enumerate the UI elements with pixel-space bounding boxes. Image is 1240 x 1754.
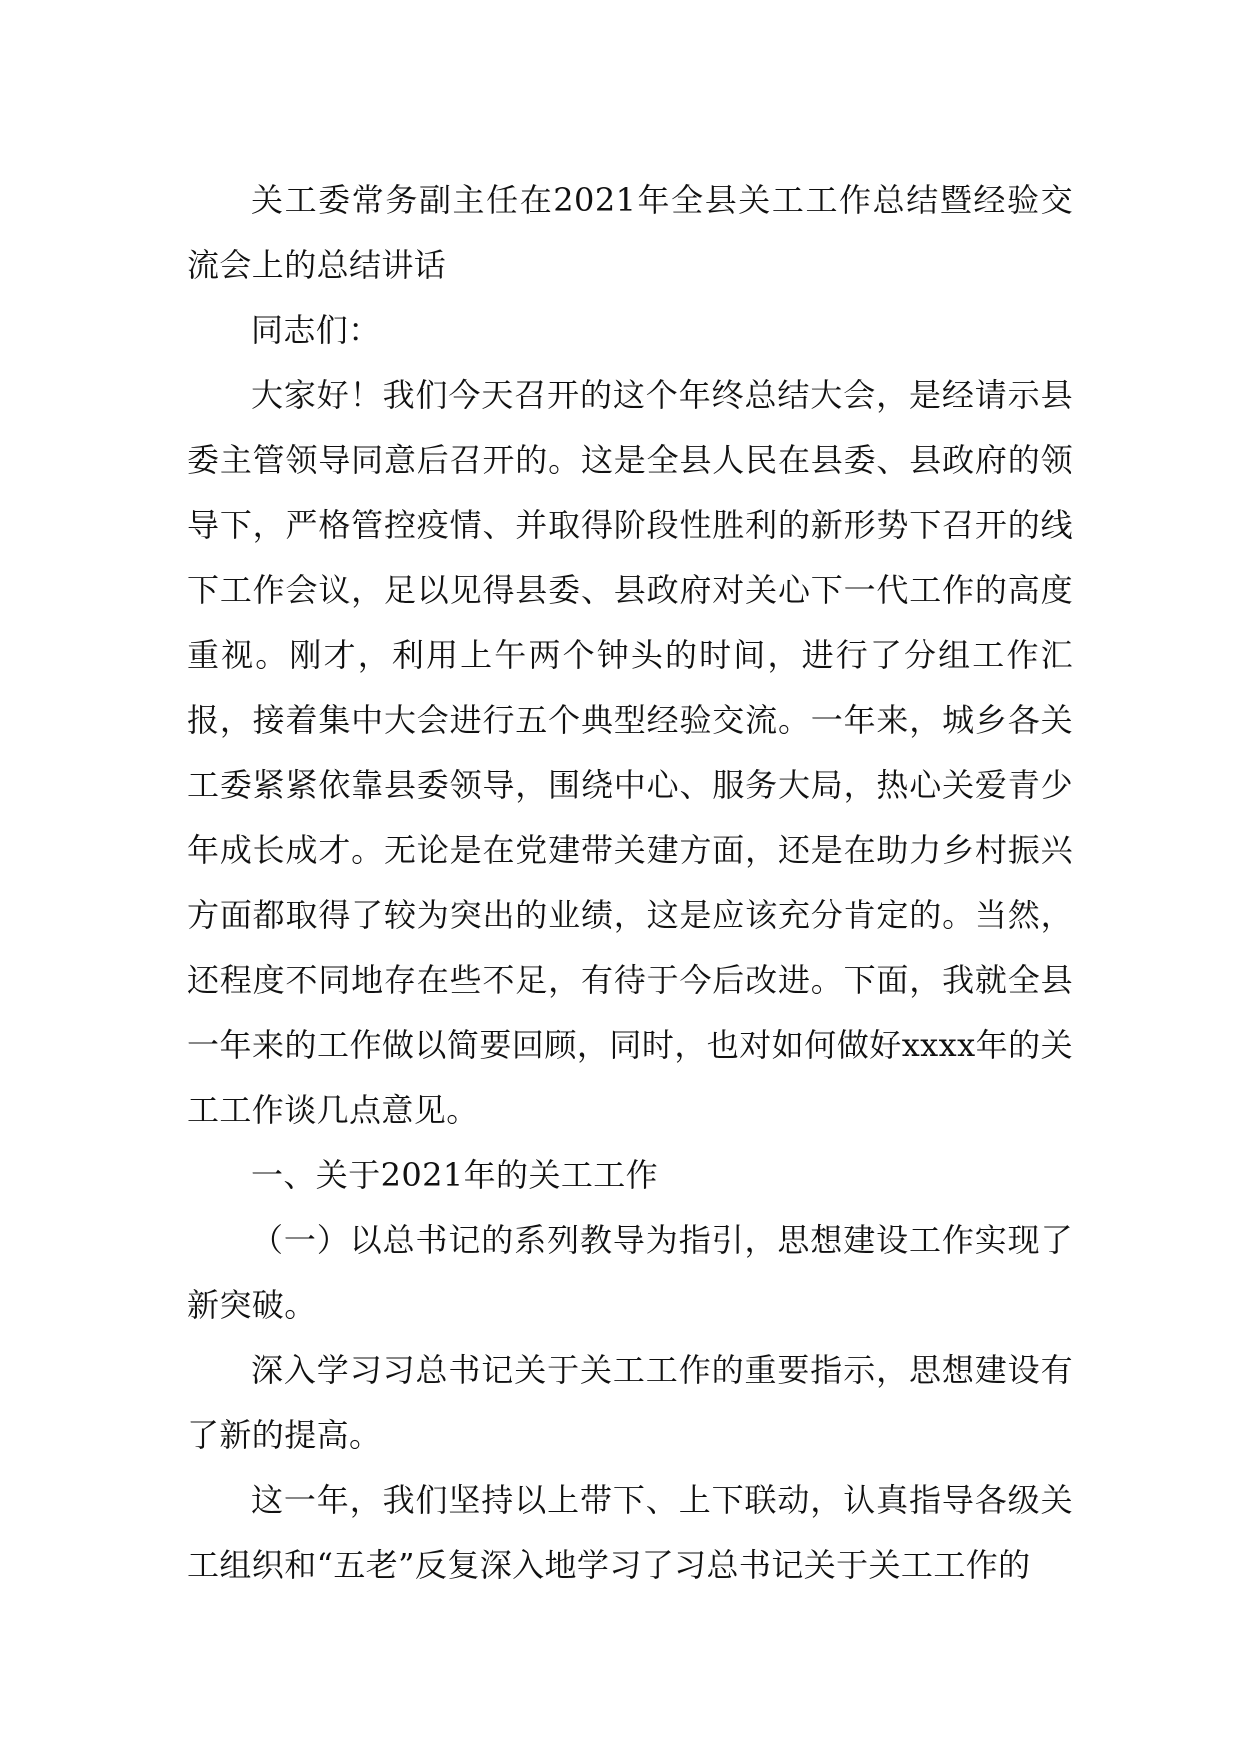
body-paragraph: 这一年，我们坚持以上带下、上下联动，认真指导各级关工组织和“五老”反复深入地学习了习总书记关于关工工作的: [187, 1481, 1073, 1584]
document-body: [187, 168, 1073, 1598]
body-paragraph: 深入学习习总书记关于关工工作的重要指示，思想建设有了新的提高。: [187, 1351, 1073, 1454]
subsection-heading: （一）以总书记的系列教导为指引，思想建设工作实现了新突破。: [187, 1221, 1073, 1324]
opening-paragraph: 大家好！我们今天召开的这个年终总结大会，是经请示县委主管领导同意后召开的。这是全县人民在县委、县政府的领导下，严格管控疫情、并取得阶段性胜利的新形势下召开的线下工作会议，足以见得县委、县政府对关心下一代工作的高度重视。刚才，利用上午两个钟头的时间，进行了分组工作汇报，接着集中大会进行五个典型经验交流。一年来，城乡各关工委紧紧依靠县委领导，围绕中心、服务大局，热心关爱青少年成长成才。无论是在党建带关建方面，还是在助力乡村振兴方面都取得了较为突出的业绩，这是应该充分肯定的。当然，还程度不同地存在些不足，有待于今后改进。下面，我就全县一年来的工作做以简要回顾，同时，也对如何做好xxxx年的关工工作谈几点意见。: [187, 376, 1073, 1129]
document-title: 关工委常务副主任在2021年全县关工工作总结暨经验交流会上的总结讲话: [187, 181, 1073, 284]
salutation: 同志们：: [251, 311, 381, 349]
section-heading: 一、关于2021年的关工工作: [251, 1156, 659, 1194]
